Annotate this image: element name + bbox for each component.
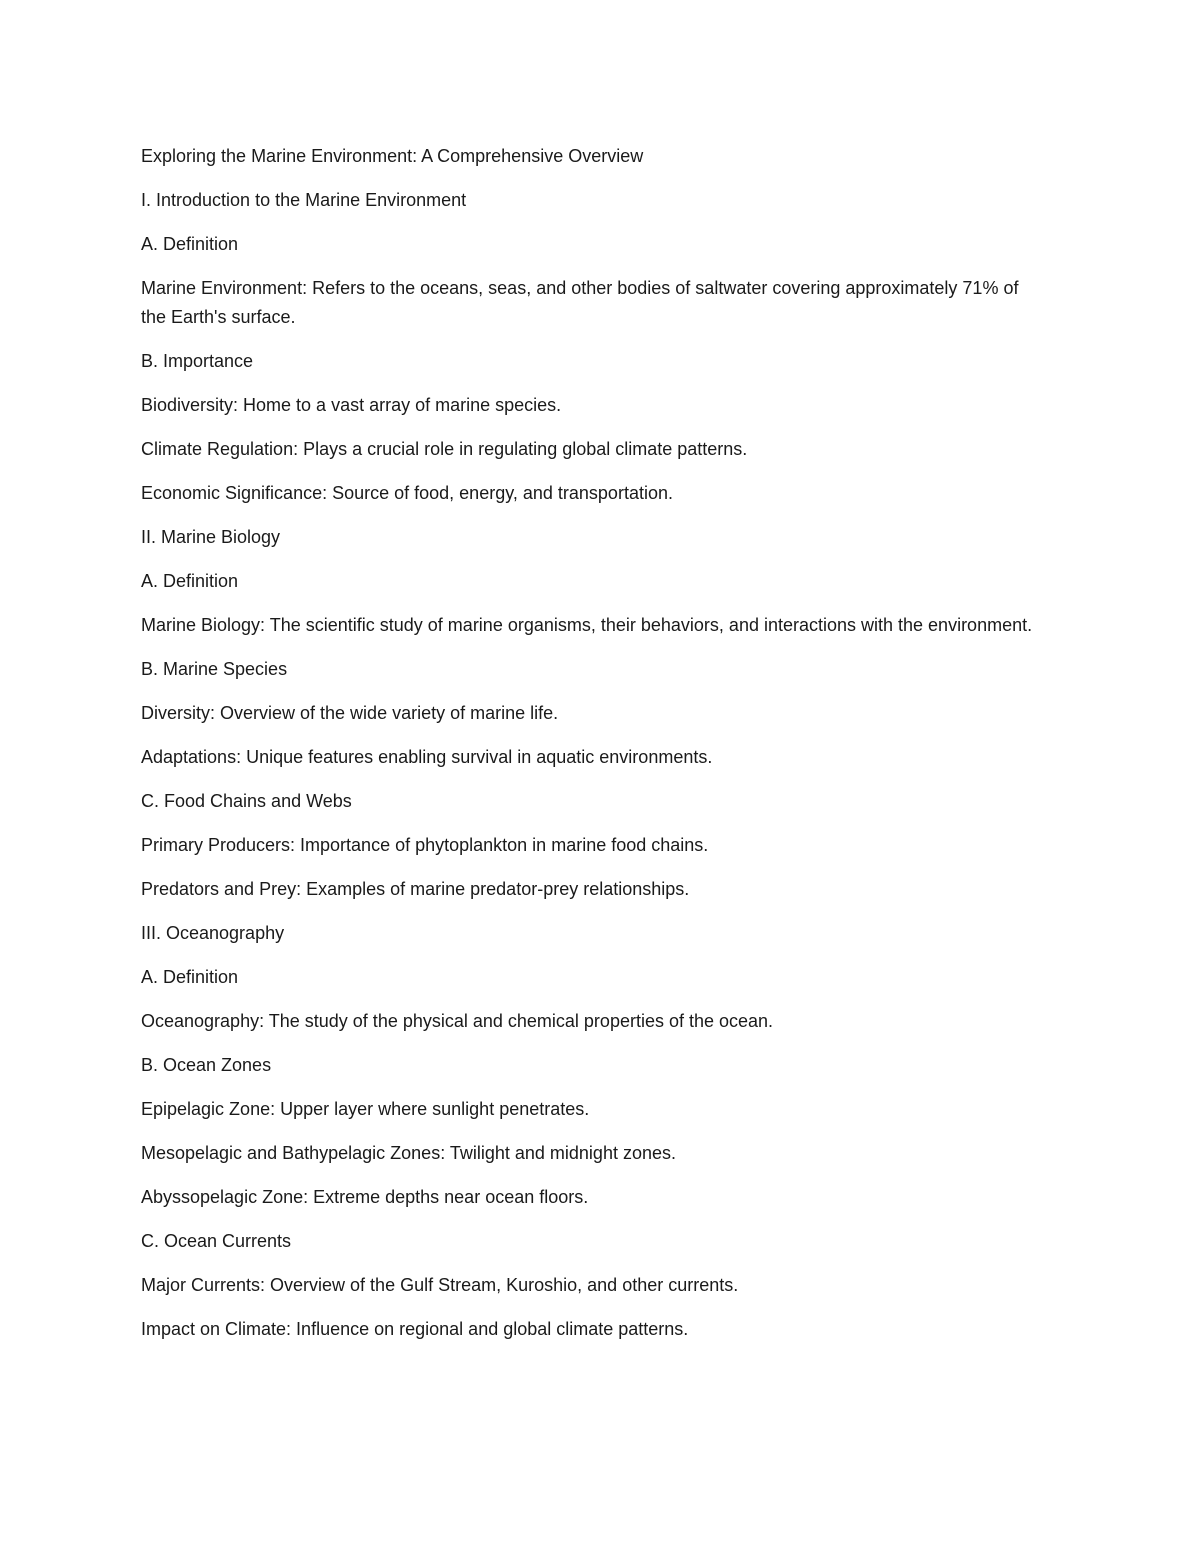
subsection-heading: C. Food Chains and Webs [141, 791, 352, 811]
subsection-heading: C. Ocean Currents [141, 1231, 292, 1251]
body-paragraph: Economic Significance: Source of food, energy, and transportation. [141, 483, 673, 503]
body-paragraph: Primary Producers: Importance of phytoplankton in marine food chains. [141, 835, 709, 855]
section-heading: III. Oceanography [141, 923, 285, 943]
subsection-heading: A. Definition [141, 571, 239, 591]
body-paragraph: Abyssopelagic Zone: Extreme depths near ocean floors. [141, 1187, 589, 1207]
body-paragraph: Predators and Prey: Examples of marine predator-prey relationships. [141, 879, 690, 899]
document-title: Exploring the Marine Environment: A Comprehensive Overview [141, 146, 644, 166]
section-heading: I. Introduction to the Marine Environment [141, 190, 467, 210]
subsection-heading: A. Definition [141, 234, 239, 254]
body-paragraph: Oceanography: The study of the physical and chemical properties of the ocean. [141, 1011, 774, 1031]
body-paragraph: Marine Environment: Refers to the oceans, seas, and other bodies of saltwater covering approximately 71% of the Earth's surface. [141, 278, 1019, 327]
subsection-heading: B. Importance [141, 351, 254, 371]
body-paragraph: Climate Regulation: Plays a crucial role in regulating global climate patterns. [141, 439, 748, 459]
body-paragraph: Epipelagic Zone: Upper layer where sunlight penetrates. [141, 1099, 590, 1119]
body-paragraph: Biodiversity: Home to a vast array of marine species. [141, 395, 562, 415]
subsection-heading: B. Marine Species [141, 659, 288, 679]
document-page [141, 142, 1041, 1359]
body-paragraph: Marine Biology: The scientific study of marine organisms, their behaviors, and interactions with the environment. [141, 615, 1033, 635]
body-paragraph: Diversity: Overview of the wide variety of marine life. [141, 703, 559, 723]
body-paragraph: Major Currents: Overview of the Gulf Stream, Kuroshio, and other currents. [141, 1275, 739, 1295]
subsection-heading: A. Definition [141, 967, 239, 987]
body-paragraph: Adaptations: Unique features enabling survival in aquatic environments. [141, 747, 713, 767]
body-paragraph: Impact on Climate: Influence on regional and global climate patterns. [141, 1319, 689, 1339]
body-paragraph: Mesopelagic and Bathypelagic Zones: Twilight and midnight zones. [141, 1143, 676, 1163]
section-heading: II. Marine Biology [141, 527, 281, 547]
subsection-heading: B. Ocean Zones [141, 1055, 272, 1075]
